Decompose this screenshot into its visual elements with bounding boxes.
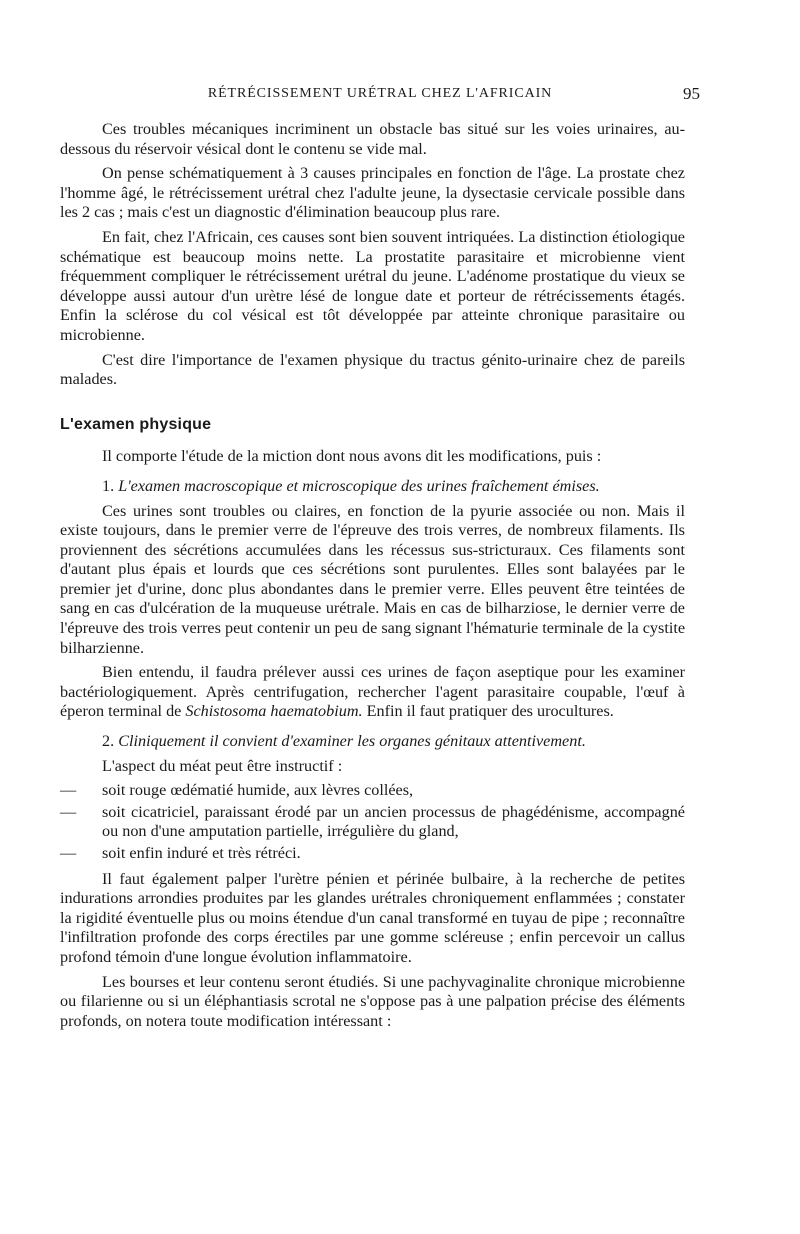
section-intro: Il comporte l'étude de la miction dont nous avons dit les modifications, puis : [102,447,602,466]
urines-text-after: Enfin il faut pratiquer des urocultures. [362,702,614,721]
dash-marker: — [60,844,77,862]
section-heading: L'examen physique [60,415,212,433]
item-1-heading [60,477,685,497]
item-2-heading [60,732,685,752]
species-name: Schistosoma haematobium. [185,702,363,721]
item-2-title: Cliniquement il convient d'examiner les organes génitaux attentivement. [118,732,586,751]
paragraph-africain: En fait, chez l'Africain, ces causes sont bien souvent intriquées. La distinction étiologique schématique est beaucoup moins nette. La prostatite parasitaire et microbienne vient fréquemment compliquer le rétrécissement urétral du jeune. L'adénome prostatique du vieux se développe aussi autour d'un urètre lésé de longue date et porteur de rétrécissements étagés. Enfin la sclérose du col vésical est tôt développée par atteinte chronique parasitaire ou microbienne. [60,227,685,344]
page-number: 95 [683,84,700,103]
dash-marker: — [60,802,77,821]
paragraph-importance: C'est dire l'importance de l'examen physique du tractus génito-urinaire chez de pareils malades. [60,350,685,389]
list-item-text: soit rouge œdématié humide, aux lèvres collées, [102,781,414,800]
dash-marker: — [60,781,77,800]
paragraph-obstacle: Ces troubles mécaniques incriminent un obstacle bas situé sur les voies urinaires, au-dessous du réservoir vésical dont le contenu se vide mal. [60,120,685,158]
list-item-text: soit enfin induré et très rétréci. [102,844,301,862]
running-head: RÉTRÉCISSEMENT URÉTRAL CHEZ L'AFRICAIN [207,86,553,101]
urines-text-before: Bien entendu, il faudra prélever aussi ces urines de façon aseptique pour les examiner bactériologiquement. Après centrifugation, rechercher l'agent parasitaire coupable, l'œuf à éperon terminal de [60,663,685,721]
item-1-title: L'examen macroscopique et microscopique des urines fraîchement émises. [118,476,600,495]
list-item [60,844,685,864]
paragraph-urines-examination [60,663,685,722]
meat-intro: L'aspect du méat peut être instructif : [102,756,343,775]
item-2-number: 2. [102,732,115,751]
body-text [60,120,685,1036]
list-item [60,803,685,842]
paragraph-bourses: Les bourses et leur contenu seront étudiés. Si une pachyvaginalite chronique microbienne ou filarienne ou si un éléphantiasis scrotal ne s'oppose pas à une palpation précise des éléments profonds, on notera toute modification intéressant : [60,972,685,1030]
list-item-text: soit cicatriciel, paraissant érodé par un ancien processus de phagédénisme, accompagné ou non d'une amputation partielle, irrégulière du gland, [102,802,685,841]
paragraph-palpation: Il faut également palper l'urètre pénien et périnée bulbaire, à la recherche de petites indurations arrondies produites par les glandes urétrales chroniquement enflammées ; constater la rigidité éventuelle plus ou moins étendue d'un canal transformé en tuyau de pipe ; reconnaître l'infiltration profonde des corps érectiles par une gomme scléreuse ; enfin percevoir un callus profond témoin d'une longue évolution inflammatoire. [60,869,685,966]
paragraph-causes: On pense schématiquement à 3 causes principales en fonction de l'âge. La prostate chez l'homme âgé, le rétrécissement urétral chez l'adulte jeune, la dysectasie cervicale possible dans les 2 cas ; mais c'est un diagnostic d'élimination beaucoup plus rare. [60,164,685,222]
list-item [60,781,685,801]
item-1-number: 1. [102,476,115,495]
paragraph-urines-description: Ces urines sont troubles ou claires, en fonction de la pyurie associée ou non. Mais il existe toujours, dans le premier verre de l'épreuve des trois verres, de nombreux filaments. Ils proviennent des sécrétions accumulées dans les récessus sus-stricturaux. Ces filaments sont d'autant plus épais et lourds que ces sécrétions sont purulentes. Elles sont balayées par le premier jet d'urine, donc plus abondantes dans le premier verre. Elles peuvent être teintées de sang en cas d'ulcération de la muqueuse urétrale. Mais en cas de bilharziose, le dernier verre de l'épreuve des trois verres peut contenir un peu de sang signant l'hématurie terminale de la cystite bilharzienne. [60,501,685,657]
